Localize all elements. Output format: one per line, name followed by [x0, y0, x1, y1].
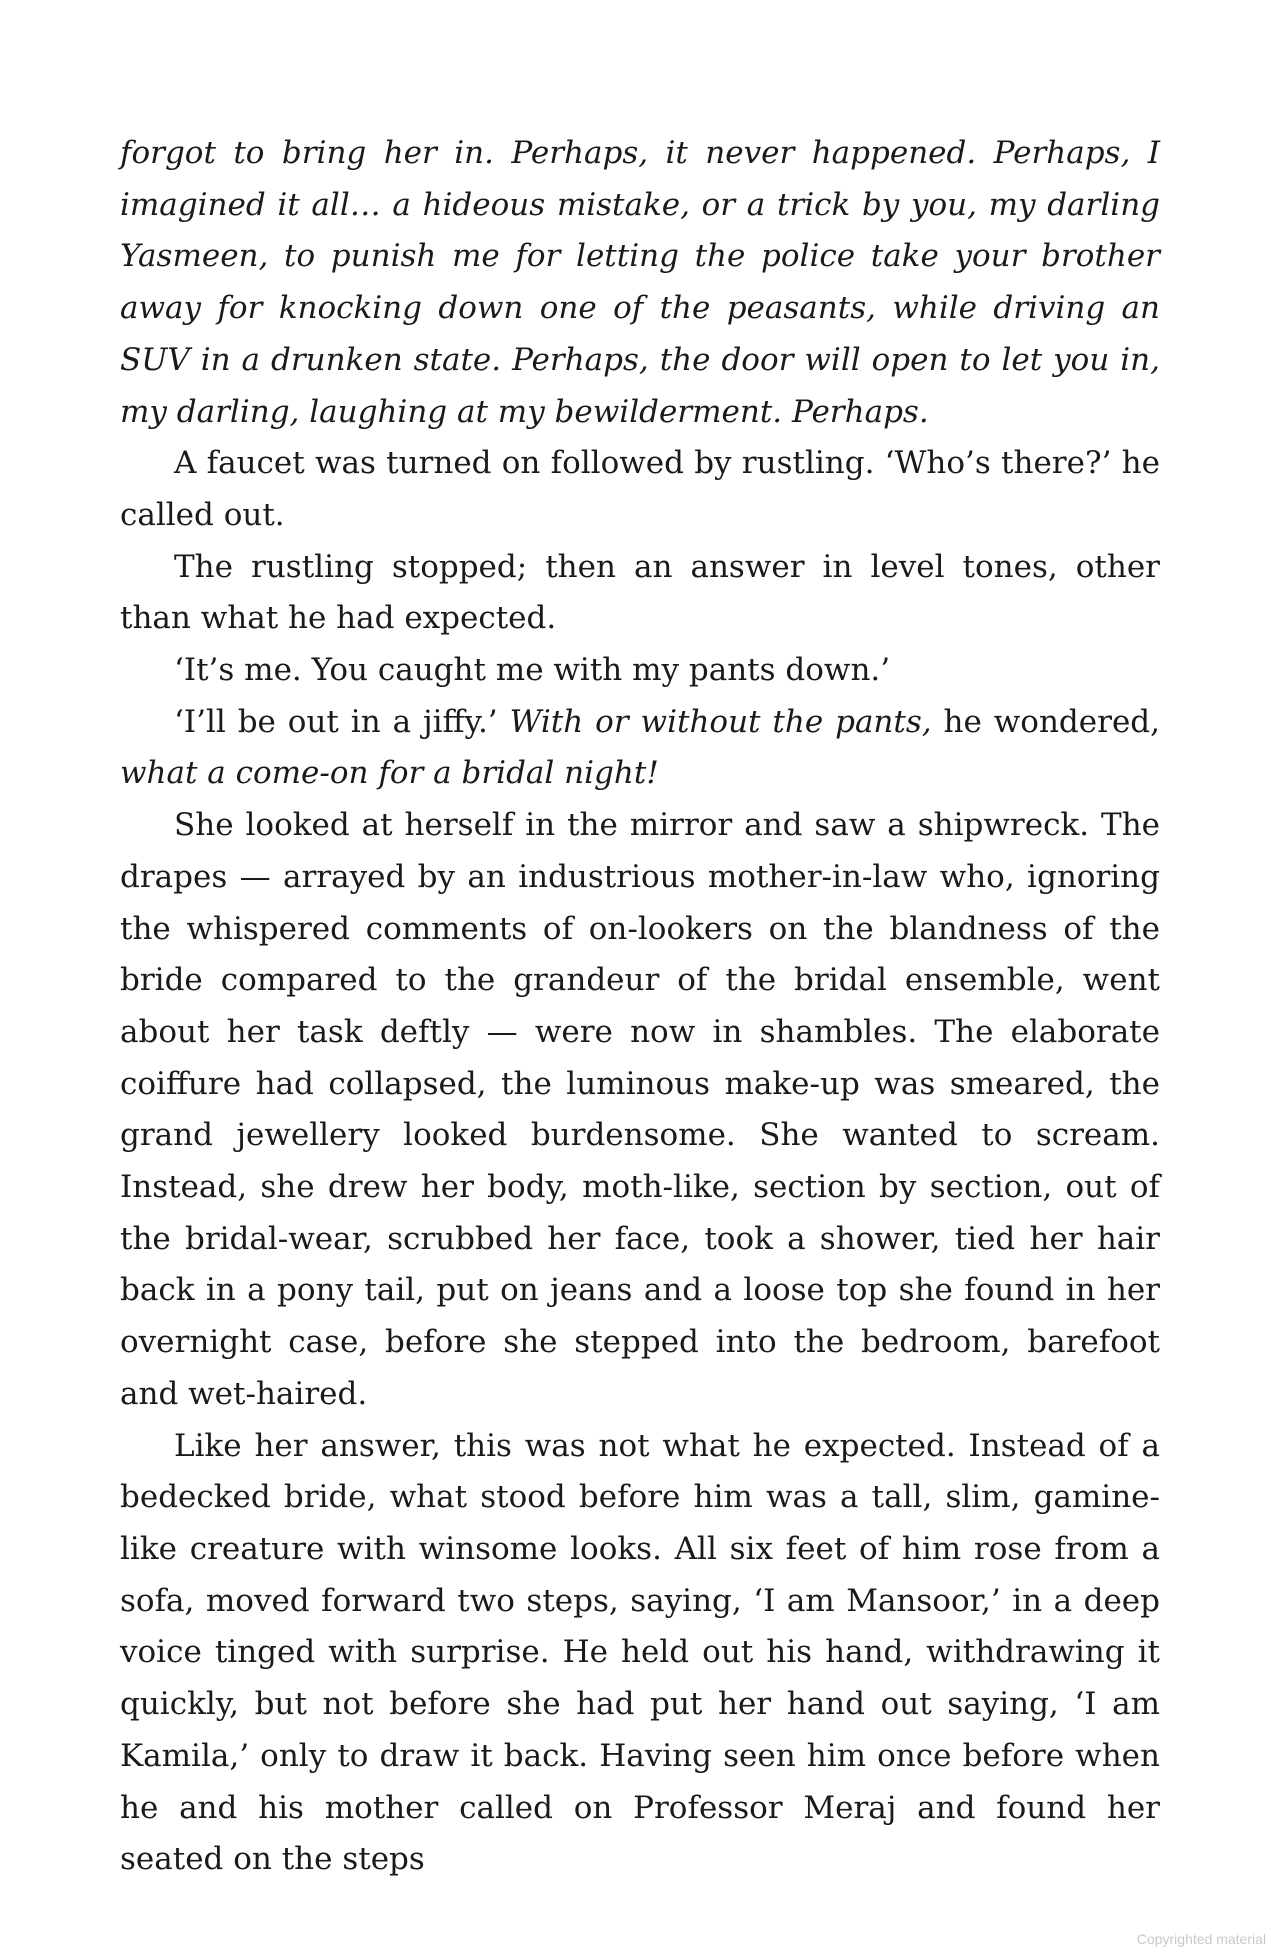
paragraph-6-text: She looked at herself in the mirror and saw a shipwreck. The drapes — arrayed by an industrious mother-in-law who, ignoring the whispered comments of on-lookers on the blandness of the bride compared to the grandeur of the bridal ensemble, went about her task deftly — were now in shambles. The elaborate coiffure had collapsed, the luminous make-up was smeared, the grand jewellery looked burdensome. She wanted to scream. Instead, she drew her body, moth-like, section by section, out of the bridal-wear, scrubbed her face, took a shower, tied her hair back in a pony tail, put on jeans and a loose top she found in her overnight case, before she stepped into the bedroom, barefoot and wet-haired.: [120, 807, 1160, 1412]
paragraph-2: [120, 438, 1160, 541]
paragraph-1: [120, 128, 1160, 438]
paragraph-5-text-d: what a come-on for a bridal night!: [120, 755, 659, 792]
copyright-watermark: Copyrighted material: [1136, 1931, 1266, 1947]
page-body: [120, 128, 1160, 1886]
paragraph-7-text: Like her answer, this was not what he expected. Instead of a bedecked bride, what stood before him was a tall, slim, gamine-like creature with winsome looks. All six feet of him rose from a sofa, moved forward two steps, saying, ‘I am Mansoor,’ in a deep voice tinged with surprise. He held out his hand, withdrawing it quickly, but not before she had put her hand out saying, ‘I am Kamila,’ only to draw it back. Having seen him once before when he and his mother called on Professor Meraj and found her seated on the steps: [120, 1427, 1160, 1878]
paragraph-5-text-a: ‘I’ll be out in a jiffy.’: [174, 703, 510, 740]
paragraph-4: [120, 645, 1160, 697]
paragraph-3: [120, 542, 1160, 645]
paragraph-5-text-c: he wondered,: [931, 703, 1160, 740]
paragraph-6: [120, 800, 1160, 1420]
paragraph-3-text: The rustling stopped; then an answer in level tones, other than what he had expected.: [120, 548, 1160, 637]
paragraph-7: [120, 1421, 1160, 1886]
paragraph-5-text-b: With or without the pants,: [509, 703, 932, 740]
paragraph-1-text: forgot to bring her in. Perhaps, it never happened. Perhaps, I imagined it all… a hideous mistake, or a trick by you, my darling Yasmeen, to punish me for letting the police take your brother away for knocking down one of the peasants, while driving an SUV in a drunken state. Perhaps, the door will open to let you in, my darling, laughing at my bewilderment. Perhaps.: [120, 135, 1160, 430]
paragraph-2-text: A faucet was turned on followed by rustling. ‘Who’s there?’ he called out.: [120, 445, 1160, 533]
paragraph-5: [120, 697, 1160, 800]
paragraph-4-text: ‘It’s me. You caught me with my pants down.’: [174, 652, 891, 689]
